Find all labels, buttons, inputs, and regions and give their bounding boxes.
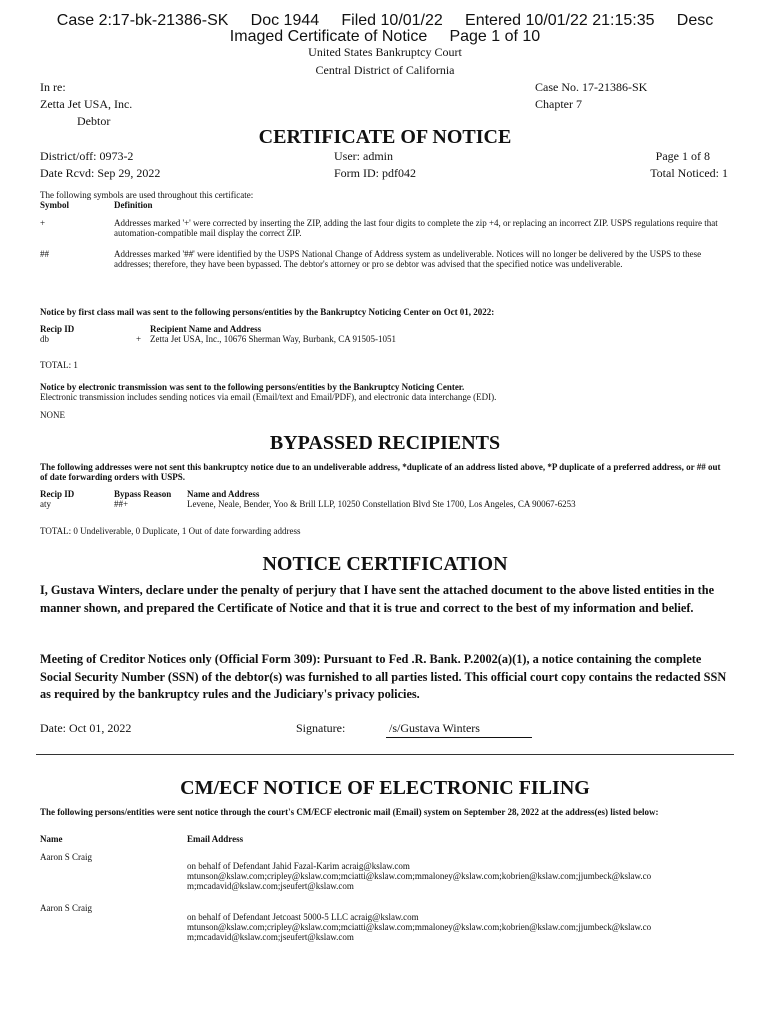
symbol-column-header: Symbol [40, 200, 70, 210]
case-number: Case 2:17-bk-21386-SK [56, 12, 229, 29]
cmecf-name-header: Name [40, 834, 63, 844]
district-off: District/off: 0973-2 [40, 149, 134, 163]
recipient-name-header: Recipient Name and Address [150, 324, 262, 334]
bypass-address: Levene, Neale, Bender, Yoo & Brill LLP, 10250 Constellation Blvd Ste 1700, Los Angeles, CA 90067-6253 [187, 499, 576, 509]
recip-id-header: Recip ID [40, 324, 75, 334]
bypass-name-header: Name and Address [187, 489, 260, 499]
cmecf-title: CM/ECF NOTICE OF ELECTRONIC FILING [180, 777, 590, 799]
notice-certification-title: NOTICE CERTIFICATION [262, 553, 508, 575]
email-entry-line: on behalf of Defendant Jetcoast 5000-5 LLC acraig@kslaw.com [187, 912, 419, 922]
bypass-recip-id: aty [40, 499, 51, 509]
email-entry-line: m;mcadavid@kslaw.com;jseufert@kslaw.com [187, 932, 354, 942]
bypass-reason: ##+ [114, 499, 129, 509]
user-field: User: admin [334, 149, 393, 163]
court-name: United States Bankruptcy Court [308, 45, 462, 59]
attorney-name: Aaron S Craig [40, 852, 92, 862]
electronic-heading: Notice by electronic transmission was sent to the following persons/entities by the Bankruptcy Noticing Center. [40, 382, 465, 392]
case-number-field: Case No. 17-21386-SK [535, 80, 648, 94]
court-district: Central District of California [315, 63, 455, 77]
recip-id-db: db [40, 334, 49, 344]
bypassed-title: BYPASSED RECIPIENTS [269, 432, 501, 454]
bypass-recip-header: Recip ID [40, 489, 75, 499]
page-count: Page 1 of 8 [655, 149, 710, 163]
bypassed-intro: The following addresses were not sent this bankruptcy notice due to an undeliverable address, *duplicate of an address listed above, *P duplicate of a preferred address, or ## out of date forwarding orders with USPS. [40, 462, 721, 482]
symbols-intro: The following symbols are used throughout this certificate: [40, 190, 254, 200]
recip-mark: + [136, 334, 142, 344]
attorney-name: Aaron S Craig [40, 903, 92, 913]
form-id: Form ID: pdf042 [334, 166, 416, 180]
cmecf-email-header: Email Address [187, 834, 244, 844]
bypass-reason-header: Bypass Reason [114, 489, 172, 499]
bypassed-total: TOTAL: 0 Undeliverable, 0 Duplicate, 1 Out of date forwarding address [40, 526, 301, 536]
email-entry-line: mtunson@kslaw.com;cripley@kslaw.com;mciatti@kslaw.com;mmaloney@kslaw.com;kobrien@kslaw.com;jjumbeck@kslaw.co [187, 871, 652, 881]
electronic-none: NONE [40, 410, 65, 420]
definition-plus: Addresses marked '+' were corrected by inserting the ZIP, adding the last four digits to complete the zip +4, or replacing an incorrect ZIP. USPS regulations require that automation-compatible mail display the correct ZIP. [114, 218, 718, 238]
cmecf-intro: The following persons/entities were sent notice through the court's CM/ECF electronic mail (Email) system on September 28, 2022 at the address(es) listed below: [40, 807, 659, 817]
electronic-subtext: Electronic transmission includes sending notices via email (Email/text and Email/PDF), and electronic data interchange (EDI). [40, 392, 497, 402]
symbol-hash: ## [40, 249, 49, 259]
debtor-name: Zetta Jet USA, Inc. [40, 97, 133, 111]
signature-line [386, 737, 532, 738]
meeting-notice-text: Meeting of Creditor Notices only (Official Form 309): Pursuant to Fed .R. Bank. P.2002(a)(1), a notice containing the complete Social Security Number (SSN) of the debtor(s) was furnished to all parties listed. This official court copy contains the redacted SSN as required by the bankruptcy rules and the Judiciary's privacy policies. [40, 652, 727, 701]
declaration-text: I, Gustava Winters, declare under the penalty of perjury that I have sent the attached document to the above listed entities in the manner shown, and prepared the Certificate of Notice and that it is true and correct to the best of my information and belief. [40, 583, 715, 615]
total-noticed: Total Noticed: 1 [650, 166, 728, 180]
date-received: Date Rcvd: Sep 29, 2022 [40, 166, 161, 180]
first-class-total: TOTAL: 1 [40, 360, 78, 370]
email-entry-line: mtunson@kslaw.com;cripley@kslaw.com;mciatti@kslaw.com;mmaloney@kslaw.com;kobrien@kslaw.com;jjumbeck@kslaw.co [187, 922, 652, 932]
desc-label: Desc [676, 12, 714, 29]
in-re-label: In re: [40, 80, 66, 94]
email-entry-line: m;mcadavid@kslaw.com;jseufert@kslaw.com [187, 881, 354, 891]
imaged-certificate-line: Imaged Certificate of Notice Page 1 of 10 [229, 28, 541, 45]
recip-address: Zetta Jet USA, Inc., 10676 Sherman Way, Burbank, CA 91505-1051 [150, 334, 396, 344]
signature-value: /s/Gustava Winters [389, 721, 480, 735]
doc-number: Doc 1944 [250, 12, 320, 29]
entered-date: Entered 10/01/22 21:15:35 [465, 12, 655, 29]
symbol-plus: + [40, 218, 46, 228]
section-divider [36, 754, 734, 755]
certification-date: Date: Oct 01, 2022 [40, 721, 132, 735]
definition-hash: Addresses marked '##' were identified by the USPS National Change of Address system as undeliverable. Notices will no longer be delivered by the USPS to these addresses; therefore, they have been bypassed. The debtor's attorney or pro se debtor was advised that the specified notice was undeliverable. [114, 249, 702, 269]
definition-column-header: Definition [114, 200, 153, 210]
first-class-heading: Notice by first class mail was sent to the following persons/entities by the Bankruptcy Noticing Center on Oct 01, 2022: [40, 307, 495, 317]
debtor-label: Debtor [77, 114, 111, 128]
chapter-field: Chapter 7 [535, 97, 582, 111]
email-entry-line: on behalf of Defendant Jahid Fazal-Karim acraig@kslaw.com [187, 861, 410, 871]
signature-label: Signature: [296, 721, 346, 735]
certificate-title: CERTIFICATE OF NOTICE [258, 126, 512, 148]
filed-date: Filed 10/01/22 [341, 12, 443, 29]
